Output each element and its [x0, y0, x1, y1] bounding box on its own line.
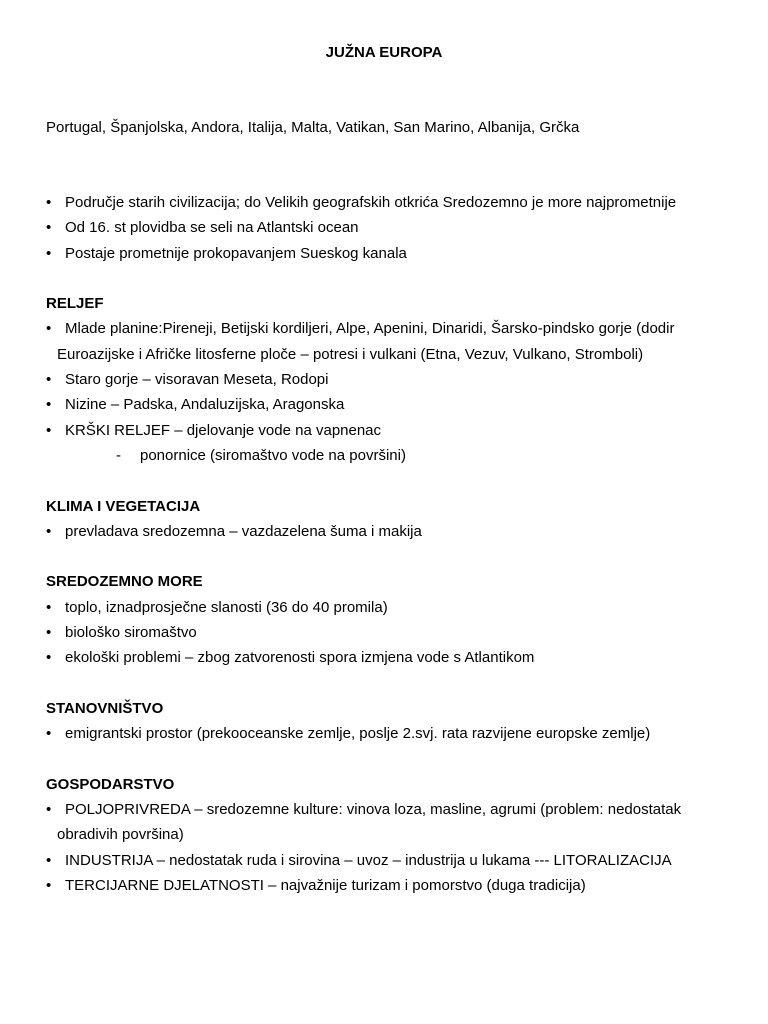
list-item-text: KRŠKI RELJEF – djelovanje vode na vapnenac — [65, 421, 382, 439]
list-item-text: POLJOPRIVREDA – sredozemne kulture: vinova loza, masline, agrumi (problem: nedostatak — [65, 801, 682, 819]
intro-list — [46, 190, 736, 266]
list-item — [46, 595, 736, 620]
section-heading: SREDOZEMNO MORE — [46, 573, 203, 591]
list-item-text: Nizine – Padska, Andaluzijska, Aragonska — [65, 396, 345, 414]
list-item-text: ekološki problemi – zbog zatvorenosti spora izmjena vode s Atlantikom — [65, 649, 535, 667]
reljef-list — [46, 316, 736, 442]
bullet-icon: • — [46, 877, 52, 895]
list-item — [46, 721, 736, 746]
klima-list — [46, 519, 736, 544]
list-item-text: emigrantski prostor (prekooceanske zemlje, poslje 2.svj. rata razvijene europske zemlje) — [65, 725, 651, 743]
bullet-icon: • — [46, 396, 52, 414]
list-item-text: Mlade planine:Pireneji, Betijski kordiljeri, Alpe, Apenini, Dinaridi, Šarsko-pindsko gorje (dodir — [65, 320, 675, 338]
list-item — [46, 215, 736, 240]
reljef-section — [46, 291, 736, 468]
list-item — [46, 645, 736, 670]
bullet-icon: • — [46, 421, 52, 439]
list-item — [46, 367, 736, 392]
list-item-text: biološko siromaštvo — [65, 624, 197, 642]
list-item-text: TERCIJARNE DJELATNOSTI – najvažnije turizam i pomorstvo (duga tradicija) — [65, 877, 586, 895]
klima-section — [46, 494, 736, 545]
dash-icon: - — [116, 446, 121, 464]
intro-section — [46, 190, 736, 266]
bullet-icon: • — [46, 371, 52, 389]
list-item-text: Od 16. st plovidba se seli na Atlantski ocean — [65, 219, 359, 237]
list-item — [46, 848, 736, 873]
list-item — [46, 190, 736, 215]
list-item-text: Staro gorje – visoravan Meseta, Rodopi — [65, 371, 329, 389]
list-item — [46, 241, 736, 266]
list-item-text: toplo, iznadprosječne slanosti (36 do 40 promila) — [65, 598, 388, 616]
more-list — [46, 595, 736, 671]
more-section — [46, 569, 736, 670]
sub-list-item — [46, 443, 736, 468]
list-item — [46, 418, 736, 443]
list-item — [46, 316, 736, 367]
document-title: JUŽNA EUROPA — [325, 44, 443, 61]
sub-list-item-text: ponornice (siromaštvo vode na površini) — [140, 446, 406, 464]
list-item-text: Postaje prometnije prokopavanjem Sueskog kanala — [65, 244, 407, 262]
bullet-icon: • — [46, 219, 52, 237]
list-item-text-continuation: obradivih površina) — [57, 826, 184, 844]
list-item-text: prevladava sredozemna – vazdazelena šuma i makija — [65, 522, 422, 540]
list-item — [46, 873, 736, 898]
section-heading: KLIMA I VEGETACIJA — [46, 497, 201, 515]
list-item-text: Područje starih civilizacija; do Velikih geografskih otkrića Sredozemno je more najprometnije — [65, 194, 677, 211]
countries-list: Portugal, Španjolska, Andora, Italija, Malta, Vatikan, San Marino, Albanija, Grčka — [46, 119, 580, 136]
section-heading: STANOVNIŠTVO — [46, 699, 164, 717]
bullet-icon: • — [46, 649, 52, 667]
gospodarstvo-list — [46, 797, 736, 898]
section-heading: RELJEF — [46, 295, 104, 313]
bullet-icon: • — [46, 522, 52, 540]
gospodarstvo-section — [46, 772, 736, 898]
bullet-icon: • — [46, 851, 52, 869]
stanovnistvo-section — [46, 696, 736, 747]
bullet-icon: • — [46, 320, 52, 338]
bullet-icon: • — [46, 598, 52, 616]
list-item — [46, 797, 736, 848]
stanovnistvo-list — [46, 721, 736, 746]
section-heading: GOSPODARSTVO — [46, 775, 175, 793]
document-content — [46, 190, 736, 898]
list-item — [46, 620, 736, 645]
list-item — [46, 392, 736, 417]
list-item-text-continuation: Euroazijske i Afričke litosferne ploče – potresi i vulkani (Etna, Vezuv, Vulkano, Stromboli) — [57, 345, 644, 363]
bullet-icon: • — [46, 624, 52, 642]
bullet-icon: • — [46, 244, 52, 262]
bullet-icon: • — [46, 194, 52, 211]
bullet-icon: • — [46, 801, 52, 819]
bullet-icon: • — [46, 725, 52, 743]
list-item-text: INDUSTRIJA – nedostatak ruda i sirovina – uvoz – industrija u lukama --- LITORALIZACIJA — [65, 851, 672, 869]
list-item — [46, 519, 736, 544]
